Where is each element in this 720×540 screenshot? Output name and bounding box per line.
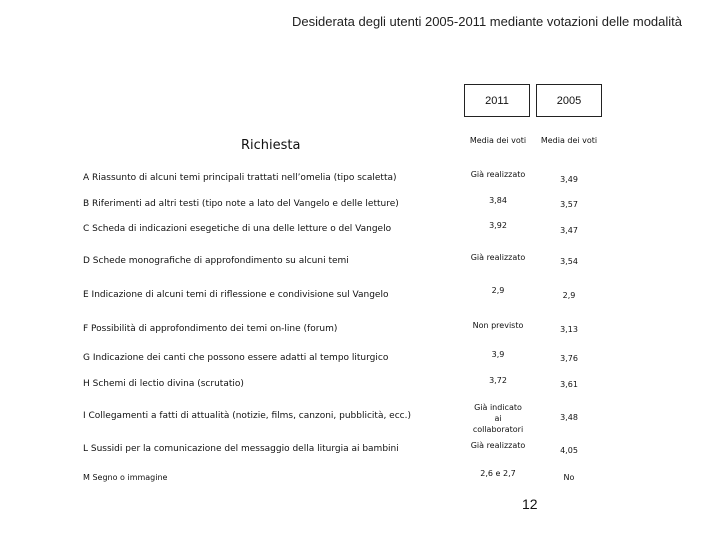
column-header-2011: 2011 xyxy=(464,84,530,117)
page-number: 12 xyxy=(522,496,538,512)
row-value-2005-m: No xyxy=(563,473,575,482)
row-label-d: D Schede monografiche di approfondimento su alcuni temi xyxy=(83,256,349,266)
row-value-2011-c: 3,92 xyxy=(489,221,507,230)
row-value-2011-i: Già indicato ai collaboratori xyxy=(472,403,524,434)
row-value-2011-d: Già realizzato xyxy=(470,253,526,262)
row-value-2011-m: 2,6 e 2,7 xyxy=(480,469,516,478)
row-label-a: A Riassunto di alcuni temi principali trattati nell’omelia (tipo scaletta) xyxy=(83,173,397,183)
row-value-2011-g: 3,9 xyxy=(491,350,505,359)
row-value-2011-l: Già realizzato xyxy=(470,441,526,450)
row-label-c: C Scheda di indicazioni esegetiche di una delle letture o del Vangelo xyxy=(83,224,392,234)
row-value-2011-b: 3,84 xyxy=(489,196,507,205)
row-label-i: I Collegamenti a fatti di attualità (notizie, films, canzoni, pubblicità, ecc.) xyxy=(83,411,411,421)
row-value-2005-c: 3,47 xyxy=(560,226,578,235)
subheader-2005: Media dei voti xyxy=(540,136,598,145)
row-value-2005-d: 3,54 xyxy=(560,257,578,266)
page-title: Desiderata degli utenti 2005-2011 mediante votazioni delle modalità xyxy=(292,14,683,29)
row-value-2011-f: Non previsto xyxy=(472,321,524,330)
column-header-2005: 2005 xyxy=(536,84,602,117)
row-value-2005-b: 3,57 xyxy=(560,200,578,209)
row-value-2011-h: 3,72 xyxy=(489,376,507,385)
row-value-2005-g: 3,76 xyxy=(560,354,578,363)
row-value-2005-h: 3,61 xyxy=(560,380,578,389)
row-value-2011-a: Già realizzato xyxy=(470,170,526,179)
row-value-2005-f: 3,13 xyxy=(560,325,578,334)
row-value-2005-a: 3,49 xyxy=(560,175,578,184)
row-label-m: M Segno o immagine xyxy=(83,473,168,482)
row-label-g: G Indicazione dei canti che possono essere adatti al tempo liturgico xyxy=(83,353,389,363)
richiesta-heading: Richiesta xyxy=(241,138,301,153)
row-label-l: L Sussidi per la comunicazione del messaggio della liturgia ai bambini xyxy=(83,444,399,454)
row-value-2011-e: 2,9 xyxy=(491,286,505,295)
subheader-2011: Media dei voti xyxy=(469,136,527,145)
row-value-2005-i: 3,48 xyxy=(560,413,578,422)
row-value-2005-l: 4,05 xyxy=(560,446,578,455)
row-label-f: F Possibilità di approfondimento dei temi on-line (forum) xyxy=(83,324,338,334)
row-value-2005-e: 2,9 xyxy=(562,291,576,300)
row-label-b: B Riferimenti ad altri testi (tipo note a lato del Vangelo e delle letture) xyxy=(83,199,399,209)
row-label-e: E Indicazione di alcuni temi di riflessione e condivisione sul Vangelo xyxy=(83,290,389,300)
row-label-h: H Schemi di lectio divina (scrutatio) xyxy=(83,379,244,389)
